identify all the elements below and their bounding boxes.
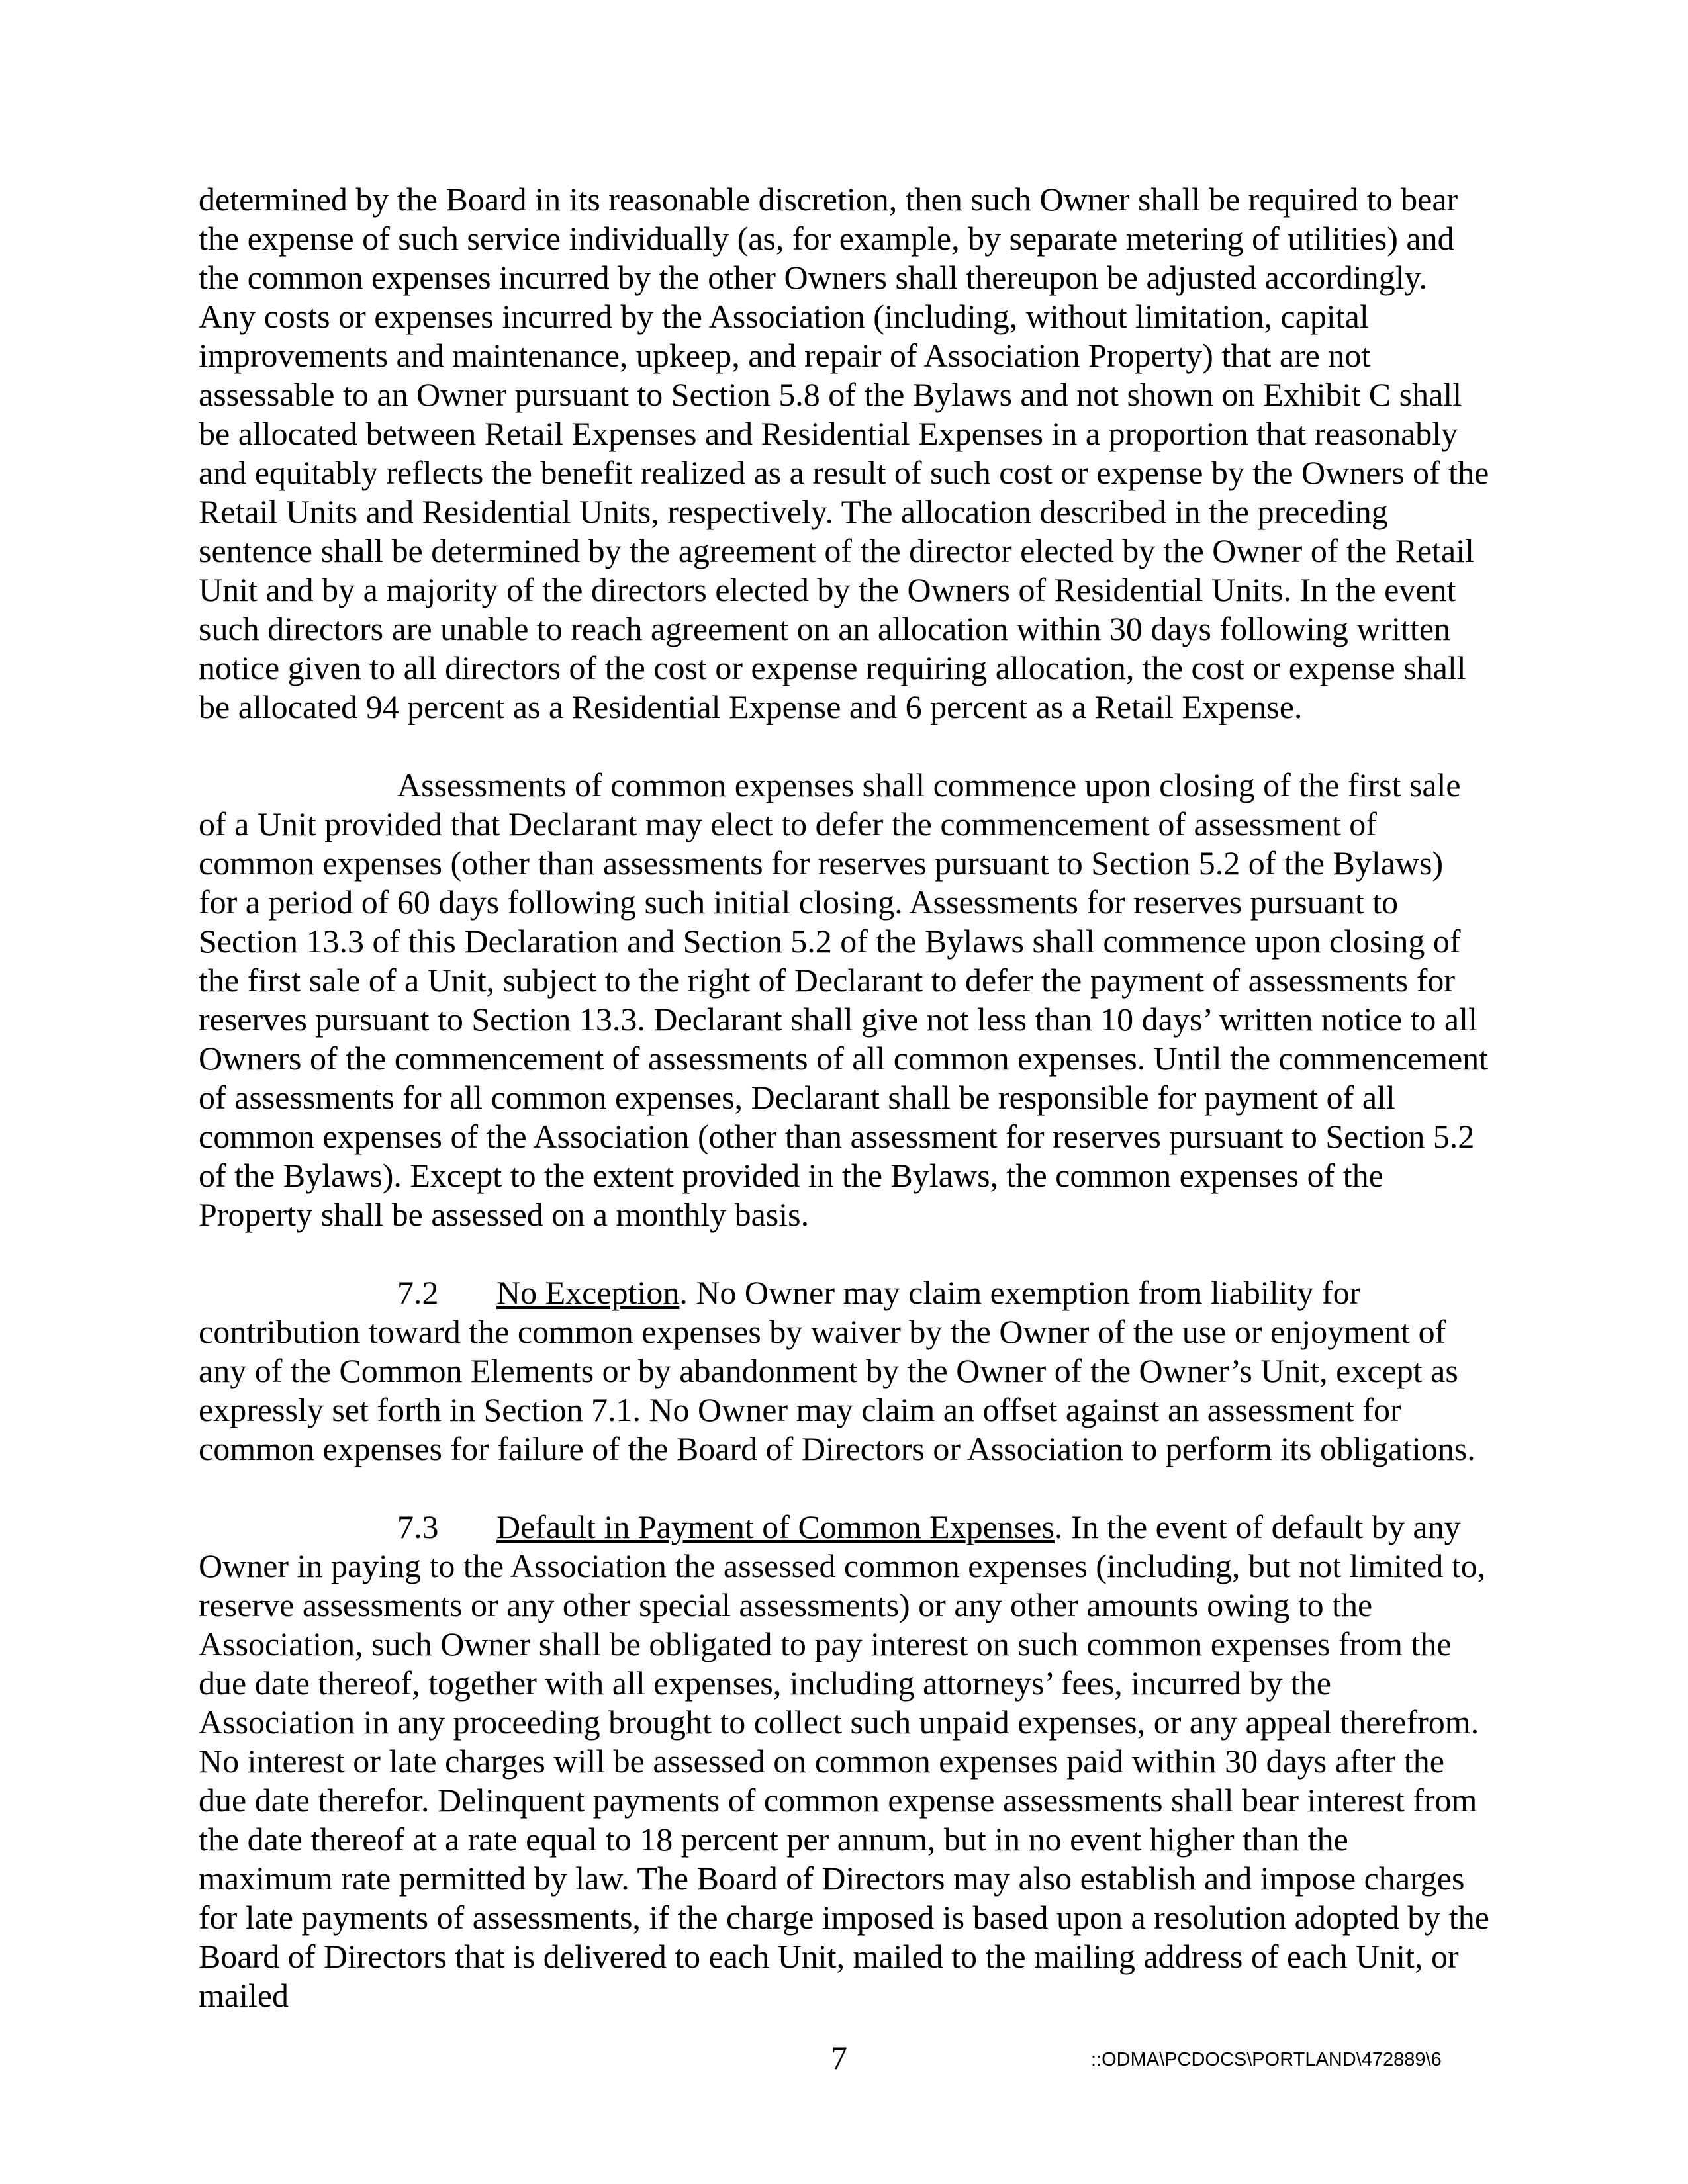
section-number: 7.3 bbox=[397, 1508, 439, 1545]
paragraph-text: Assessments of common expenses shall commence upon closing of the first sale of a Unit provided that Declarant may elect to defer the commencement of assessment of common expenses (other than assessments for reserves pursuant to Section 5.2 of the Bylaws) for a period of 60 days following such initial closing. Assessments for reserves pursuant to Section 13.3 of this Declaration and Section 5.2 of the Bylaws shall commence upon closing of the first sale of a Unit, subject to the right of Declarant to defer the payment of assessments for reserves pursuant to Section 13.3. Declarant shall give not less than 10 days’ written notice to all Owners of the commencement of assessments of all common expenses. Until the commencement of assessments for all common expenses, Declarant shall be responsible for payment of all common expenses of the Association (other than assessment for reserves pursuant to Section 5.2 of the Bylaws). Except to the extent provided in the Bylaws, the common expenses of the Property shall be assessed on a monthly basis. bbox=[199, 766, 1489, 1233]
paragraph-assessments bbox=[199, 766, 1489, 1234]
section-number: 7.2 bbox=[397, 1274, 439, 1311]
section-text: . In the event of default by any Owner in paying to the Association the assessed common expenses (including, but not limited to, reserve assessments or any other special assessments) or any other amounts owing to the Association, such Owner shall be obligated to pay interest on such common expenses from the due date thereof, together with all expenses, including attorneys’ fees, incurred by the Association in any proceeding brought to collect such unpaid expenses, or any appeal therefrom. No interest or late charges will be assessed on common expenses paid within 30 days after the due date therefor. Delinquent payments of common expense assessments shall bear interest from the date thereof at a rate equal to 18 percent per annum, but in no event higher than the maximum rate permitted by law. The Board of Directors may also establish and impose charges for late payments of assessments, if the charge imposed is based upon a resolution adopted by the Board of Directors that is delivered to each Unit, mailed to the mailing address of each Unit, or mailed bbox=[199, 1508, 1489, 2014]
section-heading: Default in Payment of Common Expenses bbox=[496, 1508, 1055, 1545]
paragraph-text: determined by the Board in its reasonable discretion, then such Owner shall be required to bear the expense of such service individually (as, for example, by separate metering of utilities) and the common expenses incurred by the other Owners shall thereupon be adjusted accordingly. Any costs or expenses incurred by the Association (including, without limitation, capital improvements and maintenance, upkeep, and repair of Association Property) that are not assessable to an Owner pursuant to Section 5.8 of the Bylaws and not shown on Exhibit C shall be allocated between Retail Expenses and Residential Expenses in a proportion that reasonably and equitably reflects the benefit realized as a result of such cost or expense by the Owners of the Retail Units and Residential Units, respectively. The allocation described in the preceding sentence shall be determined by the agreement of the director elected by the Owner of the Retail Unit and by a majority of the directors elected by the Owners of Residential Units. In the event such directors are unable to reach agreement on an allocation within 30 days following written notice given to all directors of the cost or expense requiring allocation, the cost or expense shall be allocated 94 percent as a Residential Expense and 6 percent as a Retail Expense. bbox=[199, 181, 1489, 725]
section-7-2 bbox=[199, 1273, 1489, 1469]
section-7-3 bbox=[199, 1508, 1489, 2015]
page-number: 7 bbox=[831, 2039, 847, 2076]
document-id: ::ODMA\PCDOCS\PORTLAND\472889\6 bbox=[1091, 2049, 1442, 2070]
paragraph-continued bbox=[199, 180, 1489, 727]
section-text: . No Owner may claim exemption from liability for contribution toward the common expenses by waiver by the Owner of the use or enjoyment of any of the Common Elements or by abandonment by the Owner of the Owner’s Unit, except as expressly set forth in Section 7.1. No Owner may claim an offset against an assessment for common expenses for failure of the Board of Directors or Association to perform its obligations. bbox=[199, 1274, 1476, 1467]
document-body bbox=[199, 180, 1489, 2054]
section-heading: No Exception bbox=[496, 1274, 680, 1311]
